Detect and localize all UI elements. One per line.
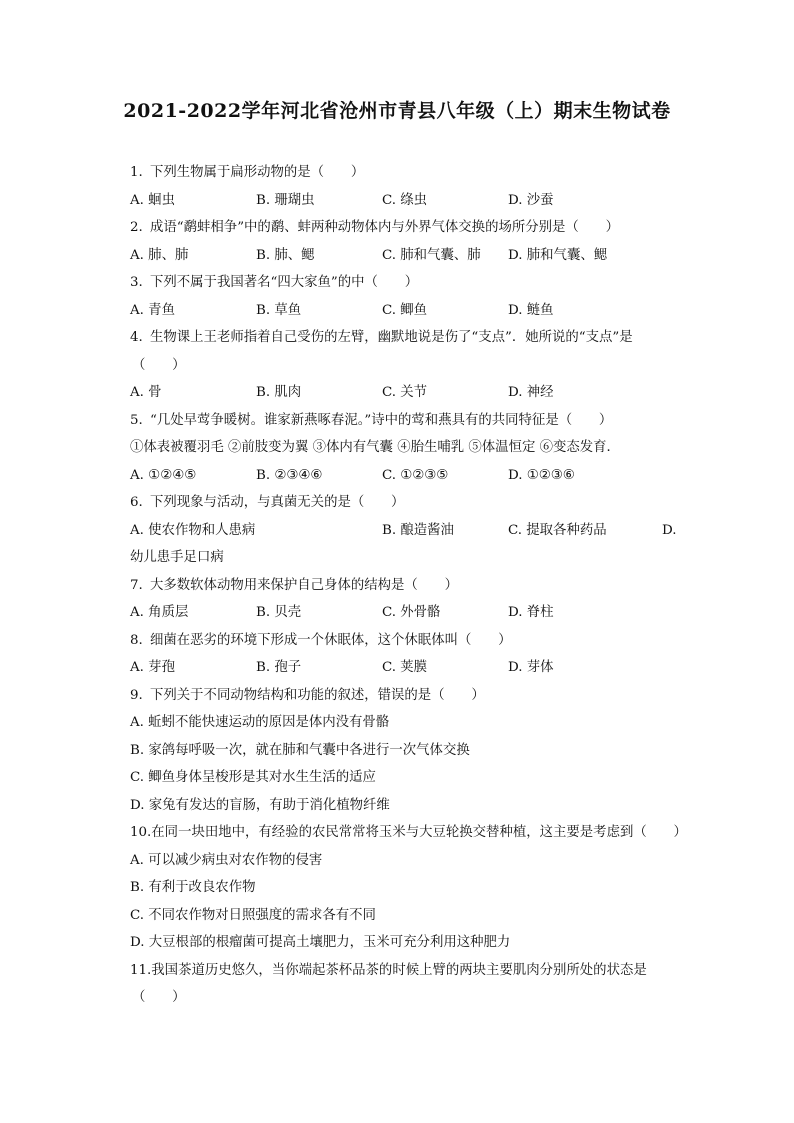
question-text: 细菌在恶劣的环境下形成一个休眠体，这个休眠体叫（ ）	[150, 632, 512, 648]
option-b: B. 贝壳	[256, 605, 302, 620]
option-d: D. 家兔有发达的盲肠，有助于消化植物纤维	[130, 797, 390, 813]
option-a: A. 肺、肺	[130, 247, 189, 263]
option-a: A. 蚯蚓不能快速运动的原因是体内没有骨骼	[130, 715, 390, 730]
option-a: A. ①②④⑤	[130, 467, 197, 483]
option-a: A. 角质层	[130, 605, 189, 620]
option-d: D. 沙蚕	[508, 192, 554, 208]
question-11	[130, 957, 690, 985]
question-9	[130, 682, 690, 710]
question-text: 在同一块田地中，有经验的农民常常将玉米与大豆轮换交替种植，这主要是考虑到（ ）	[151, 825, 687, 840]
question-text: 下列关于不同动物结构和功能的叙述，错误的是（ ）	[150, 687, 485, 703]
question-1	[130, 159, 690, 187]
options-row	[130, 517, 690, 545]
option-d: D. 神经	[508, 385, 554, 400]
option-c: C. 关节	[382, 385, 428, 400]
option-a: A. 芽孢	[130, 660, 175, 675]
option-b: B. 肺、鳃	[256, 247, 315, 263]
option-d: D. 鲢鱼	[508, 302, 554, 318]
question-text: 成语“鹬蚌相争”中的鹬、蚌两种动物体内与外界气体交换的场所分别是（ ）	[150, 220, 619, 235]
question-number: 9.	[130, 687, 143, 703]
option-b: B. 酿造酱油	[382, 522, 454, 538]
option-a: A. 使农作物和人患病	[130, 522, 256, 538]
question-number: 4.	[130, 330, 143, 345]
question-number: 8.	[130, 632, 143, 648]
option-b: B. 家鸽每呼吸一次，就在肺和气囊中各进行一次气体交换	[130, 742, 470, 758]
question-7	[130, 572, 690, 600]
question-number: 7.	[130, 577, 143, 593]
option-c: C. 鲫鱼身体呈梭形是其对水生生活的适应	[130, 770, 376, 785]
question-text: 下列不属于我国著名“四大家鱼”的中（ ）	[150, 275, 419, 290]
question-text: “几处早莺争暖树。谁家新燕啄春泥。”诗中的莺和燕具有的共同特征是（ ）	[150, 412, 613, 428]
question-list	[130, 159, 690, 1012]
question-text-continued: （ ）	[132, 357, 186, 373]
option-a: A. 骨	[130, 385, 162, 400]
option-b: B. ②③④⑥	[256, 467, 323, 483]
question-8	[130, 627, 690, 655]
question-text-continued: ①体表被覆羽毛 ②前肢变为翼 ③体内有气囊 ④胎生哺乳 ⑤体温恒定 ⑥变态发育．	[130, 440, 620, 455]
question-text: 下列生物属于扁形动物的是（ ）	[150, 165, 365, 180]
option-c: C. 鲫鱼	[382, 302, 428, 318]
question-10	[130, 819, 690, 847]
options-row	[130, 599, 690, 627]
option-b: B. 草鱼	[256, 302, 302, 318]
option-d: D. 芽体	[508, 660, 554, 675]
options-row	[130, 654, 690, 682]
question-text-continued: （ ）	[132, 990, 186, 1005]
option-d-continued: 幼儿患手足口病	[130, 550, 224, 565]
options-row	[130, 379, 690, 407]
options-row	[130, 297, 690, 325]
option-c: C. 不同农作物对日照强度的需求各有不同	[130, 907, 376, 923]
option-c: C. 肺和气囊、肺	[382, 247, 481, 263]
options-row	[130, 462, 690, 490]
question-6	[130, 489, 690, 517]
question-number: 2.	[130, 220, 143, 235]
option-c: C. 绦虫	[382, 192, 428, 208]
page-title: 2021-2022学年河北省沧州市青县八年级（上）期末生物试卷	[123, 100, 671, 122]
option-c: C. ①②③⑤	[382, 467, 449, 483]
question-text: 下列现象与活动，与真菌无关的是（ ）	[150, 495, 405, 510]
option-d: D. ①②③⑥	[508, 467, 575, 483]
options-row	[130, 242, 690, 270]
option-d: D. 脊柱	[508, 605, 554, 620]
option-b: B. 肌肉	[256, 385, 302, 400]
question-text: 生物课上王老师指着自己受伤的左臂，幽默地说是伤了“支点”．她所说的“支点”是	[150, 330, 633, 345]
question-2	[130, 214, 690, 242]
question-number: 5.	[130, 412, 143, 428]
option-b: B. 孢子	[256, 660, 302, 675]
option-a: A. 蛔虫	[130, 192, 175, 208]
question-text: 大多数软体动物用来保护自己身体的结构是（ ）	[150, 577, 458, 593]
option-c: C. 外骨骼	[382, 605, 441, 620]
question-4	[130, 324, 690, 352]
option-b: B. 有利于改良农作物	[130, 880, 256, 895]
question-number: 6.	[130, 495, 143, 510]
question-3	[130, 269, 690, 297]
option-a: A. 青鱼	[130, 302, 175, 318]
question-number: 3.	[130, 275, 143, 290]
question-text: 我国茶道历史悠久，当你端起茶杯品茶的时候上臂的两块主要肌肉分别所处的状态是	[151, 962, 647, 978]
option-c: C. 提取各种药品	[508, 522, 607, 538]
option-a: A. 可以减少病虫对农作物的侵害	[130, 852, 323, 868]
options-row	[130, 187, 690, 215]
option-c: C. 荚膜	[382, 660, 428, 675]
question-5	[130, 407, 690, 435]
option-d: D. 大豆根部的根瘤菌可提高土壤肥力，玉米可充分利用这种肥力	[130, 935, 511, 950]
option-d: D. 肺和气囊、鳃	[508, 247, 608, 263]
option-b: B. 珊瑚虫	[256, 192, 315, 208]
question-number: 1.	[130, 165, 143, 180]
question-number: 11.	[130, 962, 152, 978]
option-d: D.	[662, 522, 677, 538]
question-number: 10.	[130, 825, 152, 840]
